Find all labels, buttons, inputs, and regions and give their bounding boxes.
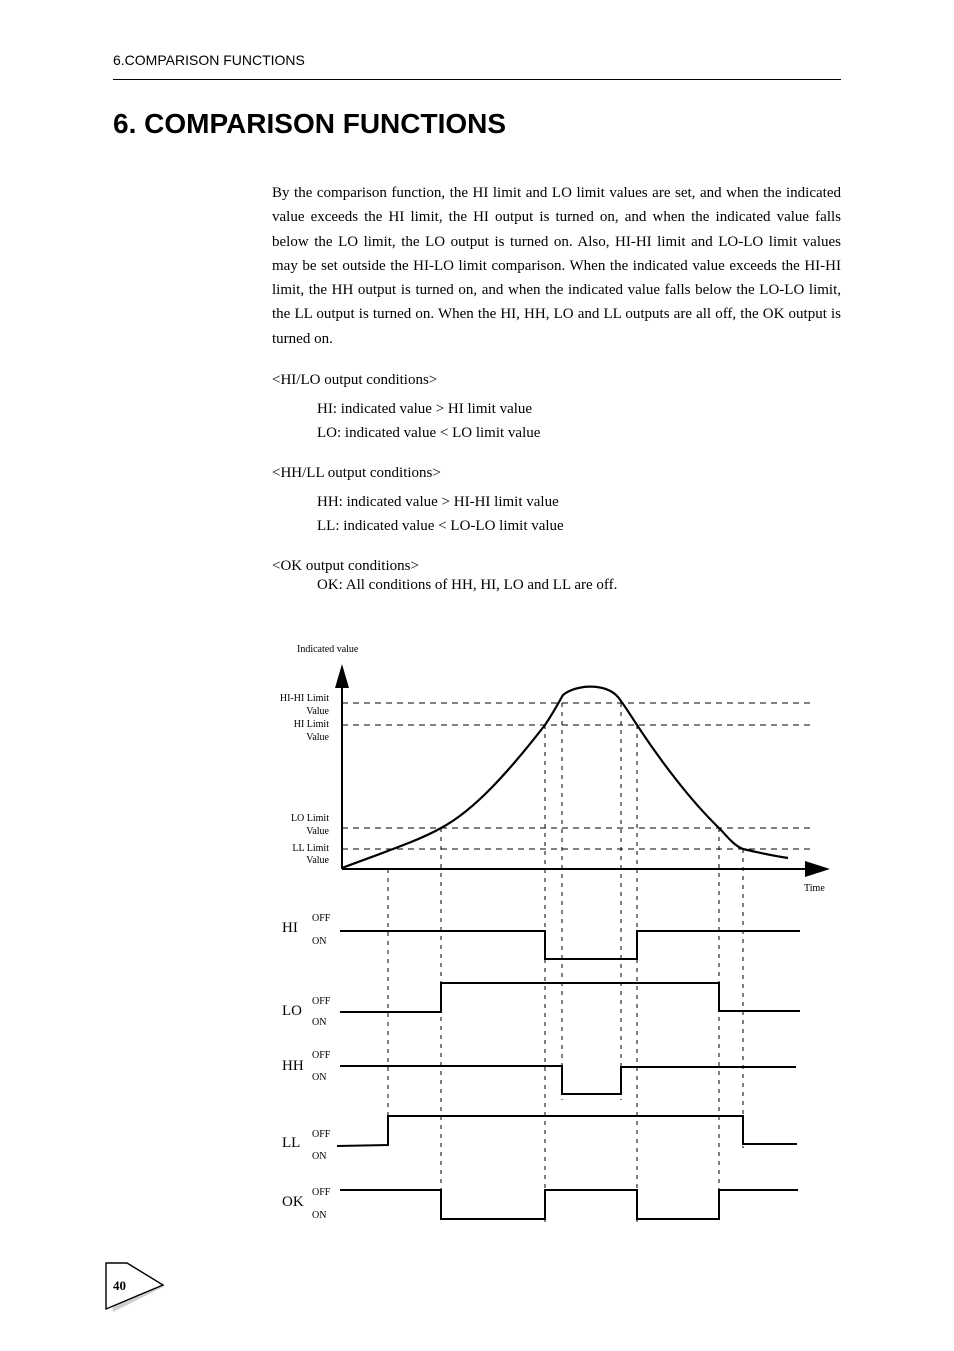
running-header: 6.COMPARISON FUNCTIONS — [113, 52, 305, 68]
hh-off-label: OFF — [312, 1050, 331, 1061]
indicated-value-curve — [342, 687, 788, 868]
y-axis-arrow-icon — [335, 664, 349, 688]
page-title: 6. COMPARISON FUNCTIONS — [113, 108, 507, 139]
hh-on-label: ON — [312, 1072, 327, 1083]
hi-limit-label-2: Value — [306, 732, 329, 743]
ll-off-label: OFF — [312, 1129, 331, 1140]
ok-condition: OK: All conditions of HH, HI, LO and LL are off. — [317, 577, 618, 593]
signal-label-hi: HI — [282, 920, 298, 936]
hhll-condition-ll: LL: indicated value < LO-LO limit value — [317, 518, 564, 534]
lo-off-label: OFF — [312, 996, 331, 1007]
hihi-limit-label-1: HI-HI Limit — [279, 693, 329, 704]
lo-on-label: ON — [312, 1017, 327, 1028]
hi-on-label: ON — [312, 936, 327, 947]
intro-paragraph: By the comparison function, the HI limit and LO limit values are set, and when the indicated value exceeds the HI limit, the HI output is turned on, and when the indicated value falls below the LO limit, the LO output is turned on. Also, HI-HI limit and LO-LO limit values may be set outside the HI-LO limit comparison. When the indicated value exceeds the HI-HI limit, the HH output is turned on, and when the indicated value falls below the LO-LO limit, the LL output is turned on. When the HI, HH, LO and LL outputs are all off, the OK output is turned on. — [272, 185, 841, 347]
signal-label-hh: HH — [282, 1058, 304, 1074]
hihi-limit-label-2: Value — [306, 706, 329, 717]
hilo-heading: <HI/LO output conditions> — [272, 372, 438, 388]
x-axis-arrow-icon — [805, 861, 830, 877]
hilo-condition-lo: LO: indicated value < LO limit value — [317, 425, 541, 441]
x-axis-label: Time — [804, 883, 825, 894]
hhll-heading: <HH/LL output conditions> — [272, 465, 441, 481]
page-number-tab — [105, 1262, 169, 1316]
page-number: 40 — [113, 1278, 126, 1293]
hi-off-label: OFF — [312, 913, 331, 924]
hi-limit-label-1: HI Limit — [293, 719, 329, 730]
ok-output-waveform — [340, 1190, 798, 1219]
ok-on-label: ON — [312, 1210, 327, 1221]
signal-label-ok: OK — [282, 1194, 304, 1210]
hh-output-waveform — [340, 1066, 796, 1094]
lo-limit-label-2: Value — [306, 826, 329, 837]
hi-output-waveform — [340, 931, 800, 959]
ll-limit-label-1: LL Limit — [292, 843, 329, 854]
signal-label-ll: LL — [282, 1135, 301, 1151]
lo-output-waveform — [340, 983, 800, 1012]
ll-on-label: ON — [312, 1151, 327, 1162]
signal-label-lo: LO — [282, 1003, 302, 1019]
hhll-condition-hh: HH: indicated value > HI-HI limit value — [317, 494, 559, 510]
lo-limit-label-1: LO Limit — [290, 813, 329, 824]
ok-off-label: OFF — [312, 1187, 331, 1198]
ll-output-waveform — [337, 1116, 797, 1146]
hilo-condition-hi: HI: indicated value > HI limit value — [317, 401, 533, 417]
ok-heading: <OK output conditions> — [272, 558, 419, 574]
ll-limit-label-2: Value — [306, 855, 329, 866]
y-axis-label: Indicated value — [297, 644, 359, 655]
